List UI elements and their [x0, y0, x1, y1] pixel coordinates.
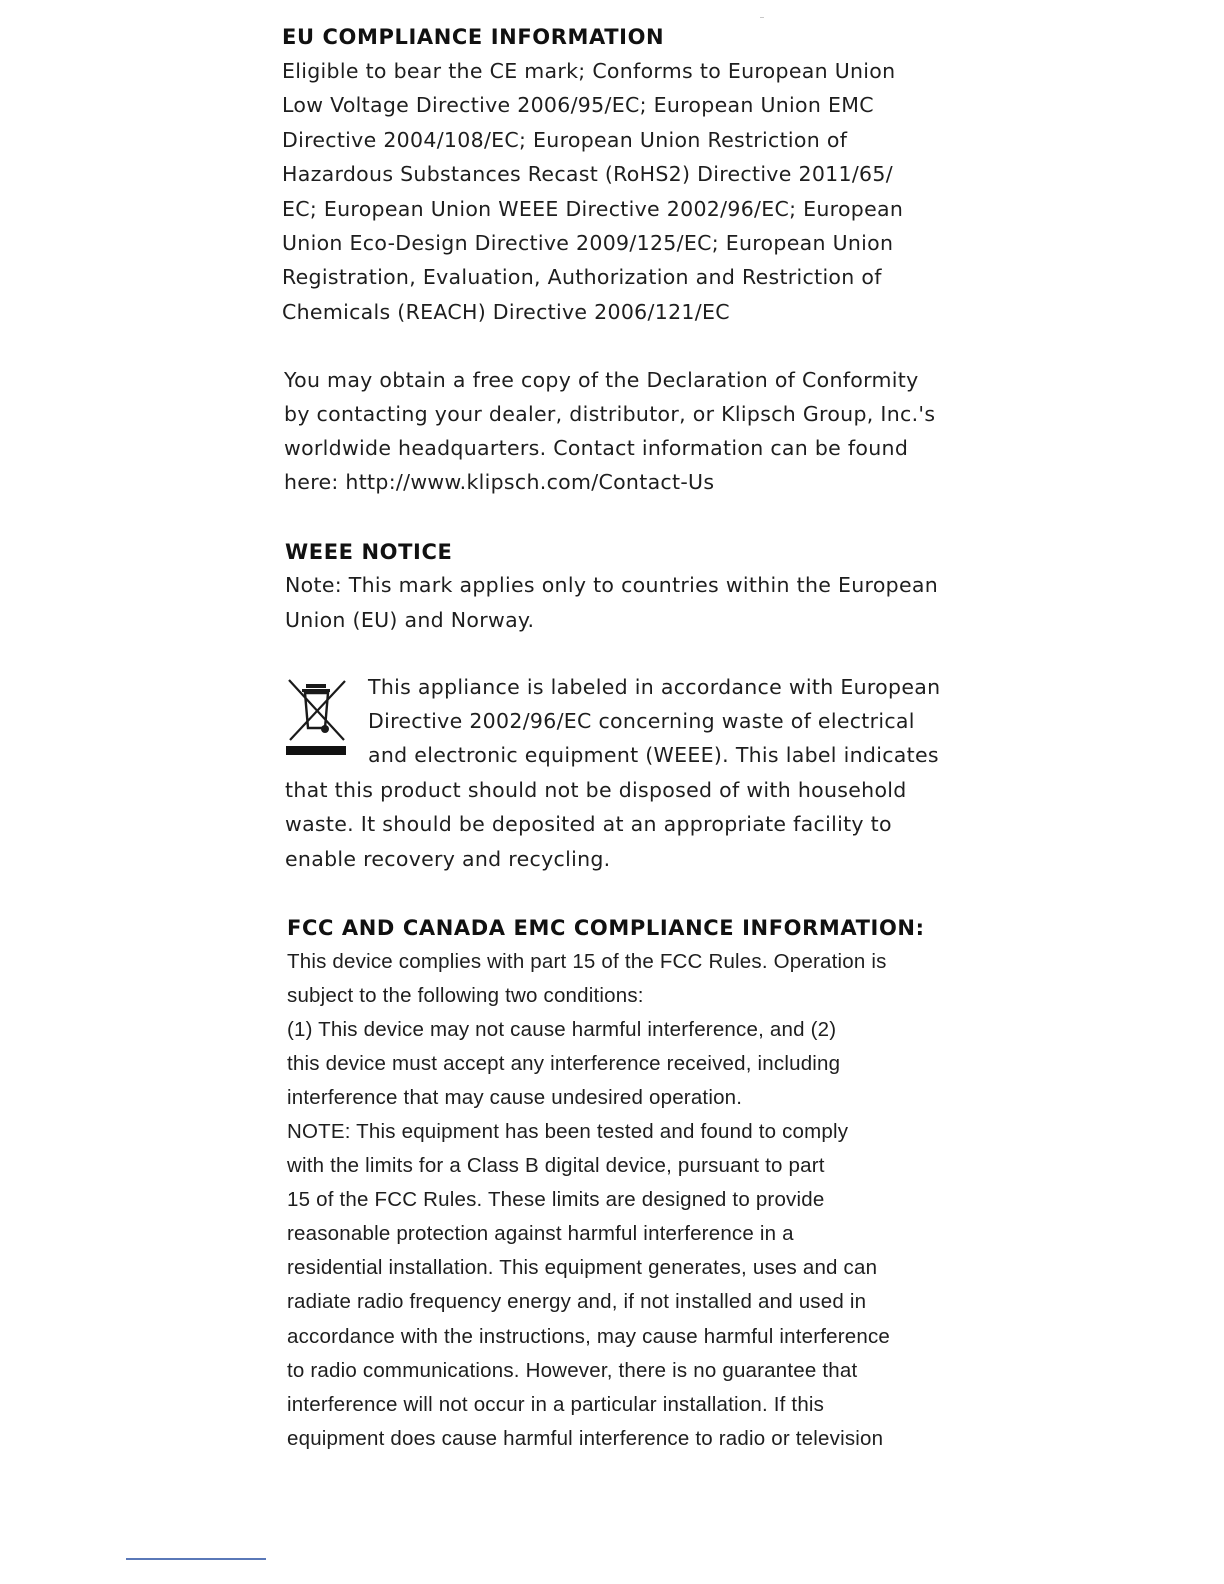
- eu-line: Chemicals (REACH) Directive 2006/121/EC: [282, 300, 730, 324]
- weee-note-line: Note: This mark applies only to countries within the European: [285, 573, 939, 597]
- weee-body-line: Directive 2002/96/EC concerning waste of electrical: [368, 709, 915, 733]
- weee-notice-heading: WEEE NOTICE: [285, 540, 453, 564]
- scan-speck: [760, 17, 764, 18]
- fcc-line: This device complies with part 15 of the FCC Rules. Operation is: [287, 950, 887, 973]
- fcc-line: residential installation. This equipment generates, uses and can: [287, 1256, 878, 1279]
- fcc-line: interference will not occur in a particular installation. If this: [287, 1393, 825, 1416]
- eu-line: Low Voltage Directive 2006/95/EC; European Union EMC: [282, 93, 874, 117]
- fcc-line: NOTE: This equipment has been tested and found to comply: [287, 1120, 849, 1143]
- fcc-line: with the limits for a Class B digital device, pursuant to part: [287, 1154, 825, 1177]
- weee-body-line: and electronic equipment (WEEE). This label indicates: [368, 743, 939, 767]
- fcc-line: radiate radio frequency energy and, if not installed and used in: [287, 1290, 867, 1313]
- fcc-line: reasonable protection against harmful interference in a: [287, 1222, 794, 1245]
- weee-note-line: Union (EU) and Norway.: [285, 608, 535, 632]
- declaration-line: by contacting your dealer, distributor, or Klipsch Group, Inc.'s: [284, 402, 936, 426]
- weee-body-line: that this product should not be disposed of with household: [285, 778, 907, 802]
- fcc-line: this device must accept any interference received, including: [287, 1052, 841, 1075]
- scan-edge-mark: [126, 1558, 266, 1560]
- fcc-line: to radio communications. However, there is no guarantee that: [287, 1359, 858, 1382]
- declaration-line: worldwide headquarters. Contact information can be found: [284, 436, 909, 460]
- eu-line: Eligible to bear the CE mark; Conforms to European Union: [282, 59, 896, 83]
- fcc-line: (1) This device may not cause harmful interference, and (2): [287, 1018, 837, 1041]
- declaration-line: here: http://www.klipsch.com/Contact-Us: [284, 470, 715, 494]
- fcc-line: 15 of the FCC Rules. These limits are designed to provide: [287, 1188, 825, 1211]
- fcc-line: interference that may cause undesired operation.: [287, 1086, 743, 1109]
- fcc-line: subject to the following two conditions:: [287, 984, 644, 1007]
- eu-compliance-heading: EU COMPLIANCE INFORMATION: [282, 25, 665, 49]
- eu-line: Directive 2004/108/EC; European Union Restriction of: [282, 128, 848, 152]
- weee-body-line: enable recovery and recycling.: [285, 847, 611, 871]
- eu-line: Registration, Evaluation, Authorization and Restriction of: [282, 265, 882, 289]
- fcc-line: equipment does cause harmful interference to radio or television: [287, 1427, 884, 1450]
- fcc-line: accordance with the instructions, may cause harmful interference: [287, 1325, 891, 1348]
- fcc-compliance-heading: FCC AND CANADA EMC COMPLIANCE INFORMATION:: [287, 916, 925, 940]
- declaration-line: You may obtain a free copy of the Declaration of Conformity: [284, 368, 919, 392]
- weee-body-line: This appliance is labeled in accordance with European: [368, 675, 941, 699]
- eu-line: Union Eco-Design Directive 2009/125/EC; European Union: [282, 231, 894, 255]
- weee-body-line: waste. It should be deposited at an appropriate facility to: [285, 812, 892, 836]
- eu-line: EC; European Union WEEE Directive 2002/96/EC; European: [282, 197, 904, 221]
- eu-line: Hazardous Substances Recast (RoHS2) Directive 2011/65/: [282, 162, 893, 186]
- crossed-out-wheelie-bin-icon: [286, 678, 348, 758]
